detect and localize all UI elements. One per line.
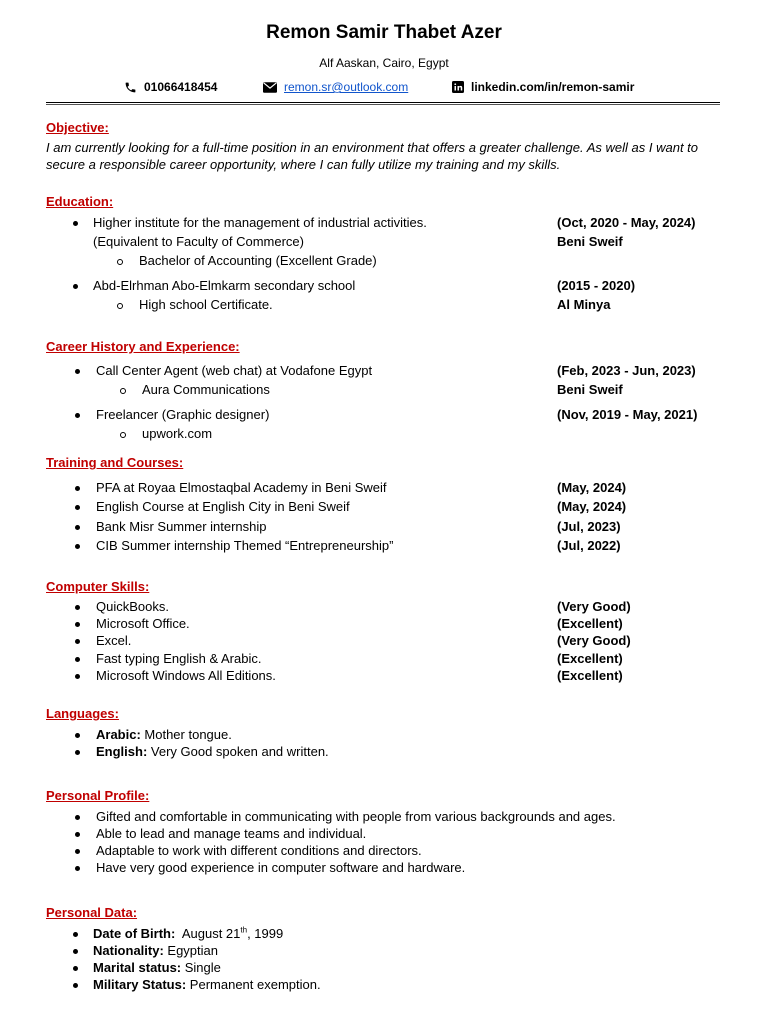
skill-level: (Excellent): [557, 651, 623, 666]
education-item-1-degree: Bachelor of Accounting (Excellent Grade): [139, 253, 377, 268]
bullet: [75, 525, 80, 530]
language-level: Very Good spoken and written.: [147, 744, 329, 759]
education-item-2-title: Abd-Elrhman Abo-Elmkarm secondary school: [93, 278, 356, 293]
bullet: [75, 544, 80, 549]
linkedin-contact: [452, 80, 634, 94]
bullet: [75, 750, 80, 755]
dob-item: [93, 926, 283, 941]
skill-item: Microsoft Office.: [96, 616, 190, 631]
sub-bullet: [120, 432, 126, 438]
dob-value-day: August 21: [175, 926, 241, 941]
skill-level: (Excellent): [557, 668, 623, 683]
profile-item: Gifted and comfortable in communicating with people from various backgrounds and ages.: [96, 809, 616, 824]
career-item-2-date: (Nov, 2019 - May, 2021): [557, 407, 698, 422]
bullet: [75, 605, 80, 610]
bullet: [75, 486, 80, 491]
bullet: [75, 505, 80, 510]
bullet: [75, 674, 80, 679]
education-item-1-date: (Oct, 2020 - May, 2024): [557, 215, 696, 230]
sub-bullet: [120, 388, 126, 394]
objective-text: I am currently looking for a full-time position in an environment that offers a greater challenge. As well as I want to secure a responsible career opportunity, where I can fully utilize my training and my skills.: [46, 140, 699, 172]
training-item-date: (May, 2024): [557, 480, 627, 495]
bullet: [73, 221, 78, 226]
skill-level: (Very Good): [557, 599, 631, 614]
bullet: [73, 932, 78, 937]
nationality-value: Egyptian: [163, 943, 218, 958]
profile-heading: Personal Profile:: [46, 788, 150, 803]
training-item: PFA at Royaa Elmostaqbal Academy in Beni Sweif: [96, 480, 387, 495]
skill-item: QuickBooks.: [96, 599, 169, 614]
education-heading: Education:: [46, 194, 114, 209]
education-item-2-date: (2015 - 2020): [557, 278, 636, 293]
marital-label: Marital status:: [93, 960, 182, 975]
training-item: Bank Misr Summer internship: [96, 519, 267, 534]
candidate-name: Remon Samir Thabet Azer: [266, 22, 502, 43]
nationality-label: Nationality:: [93, 943, 164, 958]
career-item-1-company: Aura Communications: [142, 382, 270, 397]
bullet: [75, 413, 80, 418]
skills-heading: Computer Skills:: [46, 579, 150, 594]
bullet: [75, 622, 80, 627]
career-item-1-date: (Feb, 2023 - Jun, 2023): [557, 363, 696, 378]
objective-heading: Objective:: [46, 120, 109, 135]
career-heading: Career History and Experience:: [46, 339, 240, 354]
bullet: [73, 983, 78, 988]
phone-contact: [124, 80, 217, 94]
dob-ordinal: th: [240, 925, 248, 935]
dob-label: Date of Birth:: [93, 926, 176, 941]
personal-heading: Personal Data:: [46, 905, 138, 920]
career-item-2-platform: upwork.com: [142, 426, 213, 441]
profile-item: Adaptable to work with different conditions and directors.: [96, 843, 422, 858]
skill-item: Microsoft Windows All Editions.: [96, 668, 276, 683]
phone-icon: [124, 81, 137, 94]
bullet: [75, 369, 80, 374]
training-item: CIB Summer internship Themed “Entrepreneurship”: [96, 538, 394, 553]
header-divider: [46, 102, 720, 103]
bullet: [75, 832, 80, 837]
career-item-1-title: Call Center Agent (web chat) at Vodafone Egypt: [96, 363, 373, 378]
skill-item: Excel.: [96, 633, 132, 648]
skill-item: Fast typing English & Arabic.: [96, 651, 262, 666]
bullet: [73, 966, 78, 971]
military-value: Permanent exemption.: [186, 977, 321, 992]
language-name: Arabic:: [96, 727, 141, 742]
career-item-1-place: Beni Sweif: [557, 382, 623, 397]
email-contact: [263, 80, 408, 94]
languages-heading: Languages:: [46, 706, 119, 721]
skill-level: (Very Good): [557, 633, 631, 648]
career-item-2-title: Freelancer (Graphic designer): [96, 407, 270, 422]
education-item-1-place: Beni Sweif: [557, 234, 623, 249]
language-item: [96, 744, 329, 759]
bullet: [75, 815, 80, 820]
sub-bullet: [117, 303, 123, 309]
language-name: English:: [96, 744, 148, 759]
linkedin-link[interactable]: linkedin.com/in/remon-samir: [471, 80, 635, 94]
bullet: [75, 733, 80, 738]
marital-value: Single: [181, 960, 221, 975]
bullet: [75, 657, 80, 662]
training-item-date: (May, 2024): [557, 499, 627, 514]
linkedin-icon: [452, 81, 464, 93]
military-item: [93, 977, 321, 992]
bullet: [75, 866, 80, 871]
education-item-1-subtitle: (Equivalent to Faculty of Commerce): [93, 234, 304, 249]
bullet: [73, 949, 78, 954]
marital-item: [93, 960, 221, 975]
training-item: English Course at English City in Beni Sweif: [96, 499, 350, 514]
dob-value-year: , 1999: [247, 926, 284, 941]
envelope-icon: [263, 82, 277, 93]
bullet: [73, 284, 78, 289]
education-item-1-title: Higher institute for the management of industrial activities.: [93, 215, 427, 230]
training-heading: Training and Courses:: [46, 455, 184, 470]
bullet: [75, 849, 80, 854]
address: Alf Aaskan, Cairo, Egypt: [319, 56, 449, 70]
nationality-item: [93, 943, 218, 958]
profile-item: Have very good experience in computer software and hardware.: [96, 860, 466, 875]
language-level: Mother tongue.: [140, 727, 232, 742]
profile-item: Able to lead and manage teams and individual.: [96, 826, 367, 841]
sub-bullet: [117, 259, 123, 265]
training-item-date: (Jul, 2023): [557, 519, 621, 534]
email-link[interactable]: remon.sr@outlook.com: [284, 80, 409, 94]
education-item-2-place: Al Minya: [557, 297, 611, 312]
skill-level: (Excellent): [557, 616, 623, 631]
language-item: [96, 727, 232, 742]
phone-number: 01066418454: [144, 80, 218, 94]
header-divider-secondary: [46, 104, 720, 105]
training-item-date: (Jul, 2022): [557, 538, 621, 553]
education-item-2-certificate: High school Certificate.: [139, 297, 273, 312]
military-label: Military Status:: [93, 977, 187, 992]
bullet: [75, 639, 80, 644]
